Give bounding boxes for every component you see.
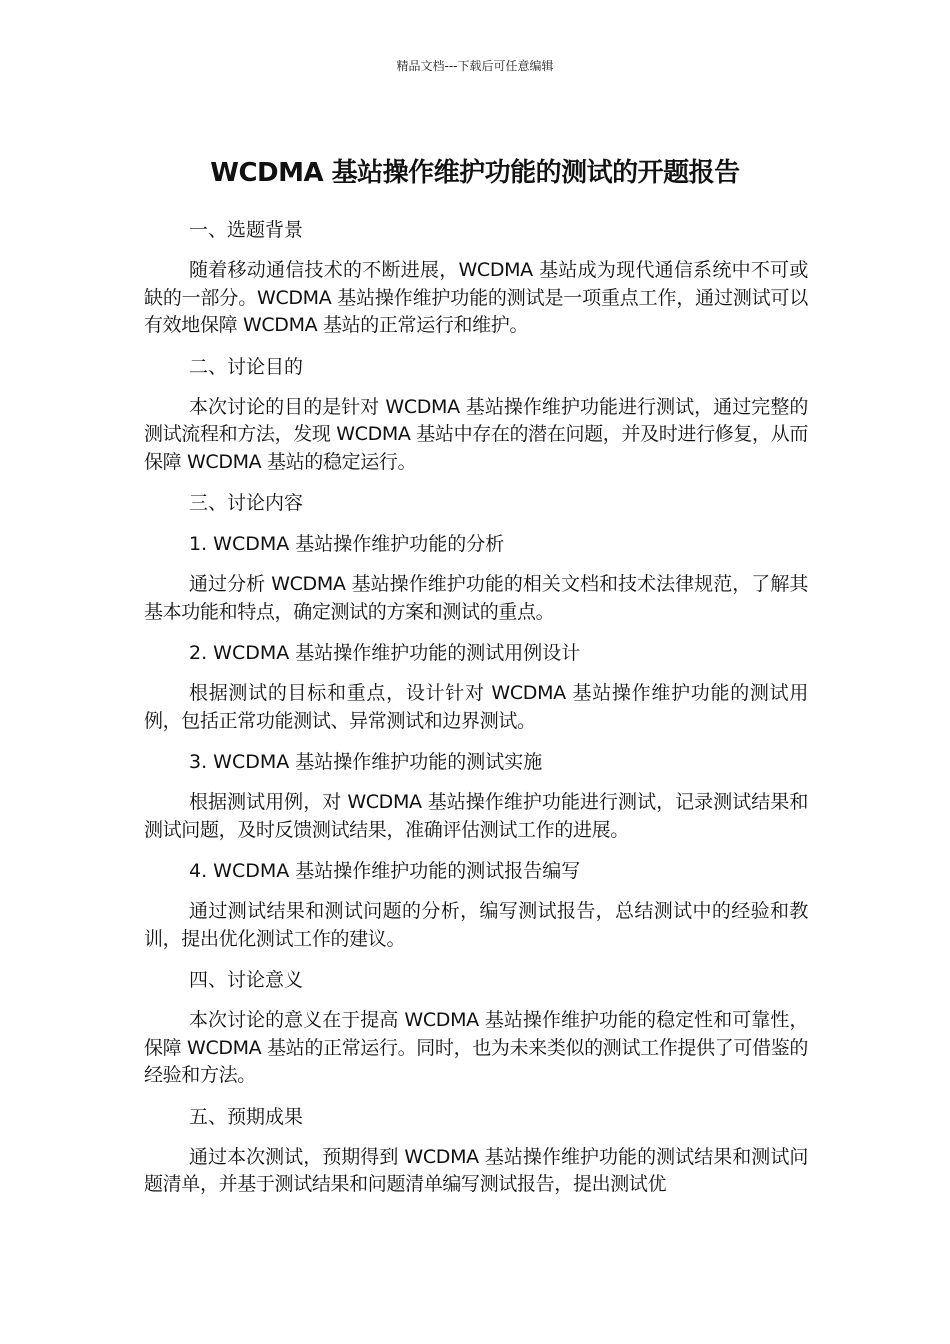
paragraph-significance: 本次讨论的意义在于提高 WCDMA 基站操作维护功能的稳定性和可靠性，保障 WCDMA 基站的正常运行。同时，也为未来类似的测试工作提供了可借鉴的经验和方法。 [144,1009,808,1086]
paragraph-test-report: 通过测试结果和测试问题的分析，编写测试报告，总结测试中的经验和教训，提出优化测试工作的建议。 [144,900,808,950]
section-heading-content: 三、讨论内容 [189,492,304,514]
subheading-analysis: 1. WCDMA 基站操作维护功能的分析 [189,533,505,555]
subheading-test-case-design: 2. WCDMA 基站操作维护功能的测试用例设计 [189,642,581,664]
paragraph-purpose: 本次讨论的目的是针对 WCDMA 基站操作维护功能进行测试，通过完整的测试流程和方法，发现 WCDMA 基站中存在的潜在问题，并及时进行修复，从而保障 WCDMA 基站的稳定运行。 [144,395,808,473]
document-header-note: 精品文档---下载后可任意编辑 [396,59,554,73]
paragraph-analysis: 通过分析 WCDMA 基站操作维护功能的相关文档和技术法律规范，了解其基本功能和特点，确定测试的方案和测试的重点。 [144,573,808,623]
paragraph-expected-results: 通过本次测试，预期得到 WCDMA 基站操作维护功能的测试结果和测试问题清单，并基于测试结果和问题清单编写测试报告，提出测试优 [144,1145,808,1195]
document-title: WCDMA 基站操作维护功能的测试的开题报告 [210,158,740,189]
subheading-test-execution: 3. WCDMA 基站操作维护功能的测试实施 [189,751,543,773]
paragraph-test-execution: 根据测试用例，对 WCDMA 基站操作维护功能进行测试，记录测试结果和测试问题，及时反馈测试结果，准确评估测试工作的进展。 [144,791,808,841]
document-body [144,216,808,1212]
section-heading-significance: 四、讨论意义 [189,969,304,991]
subheading-test-report: 4. WCDMA 基站操作维护功能的测试报告编写 [189,860,581,882]
section-heading-expected-results: 五、预期成果 [189,1105,304,1128]
section-heading-purpose: 二、讨论目的 [189,355,304,378]
paragraph-test-case-design: 根据测试的目标和重点，设计针对 WCDMA 基站操作维护功能的测试用例，包括正常功能测试、异常测试和边界测试。 [144,682,808,732]
section-heading-background: 一、选题背景 [189,219,304,241]
paragraph-background: 随着移动通信技术的不断进展，WCDMA 基站成为现代通信系统中不可或缺的一部分。WCDMA 基站操作维护功能的测试是一项重点工作，通过测试可以有效地保障 WCDMA 基站的正常运行和维护。 [144,259,808,336]
